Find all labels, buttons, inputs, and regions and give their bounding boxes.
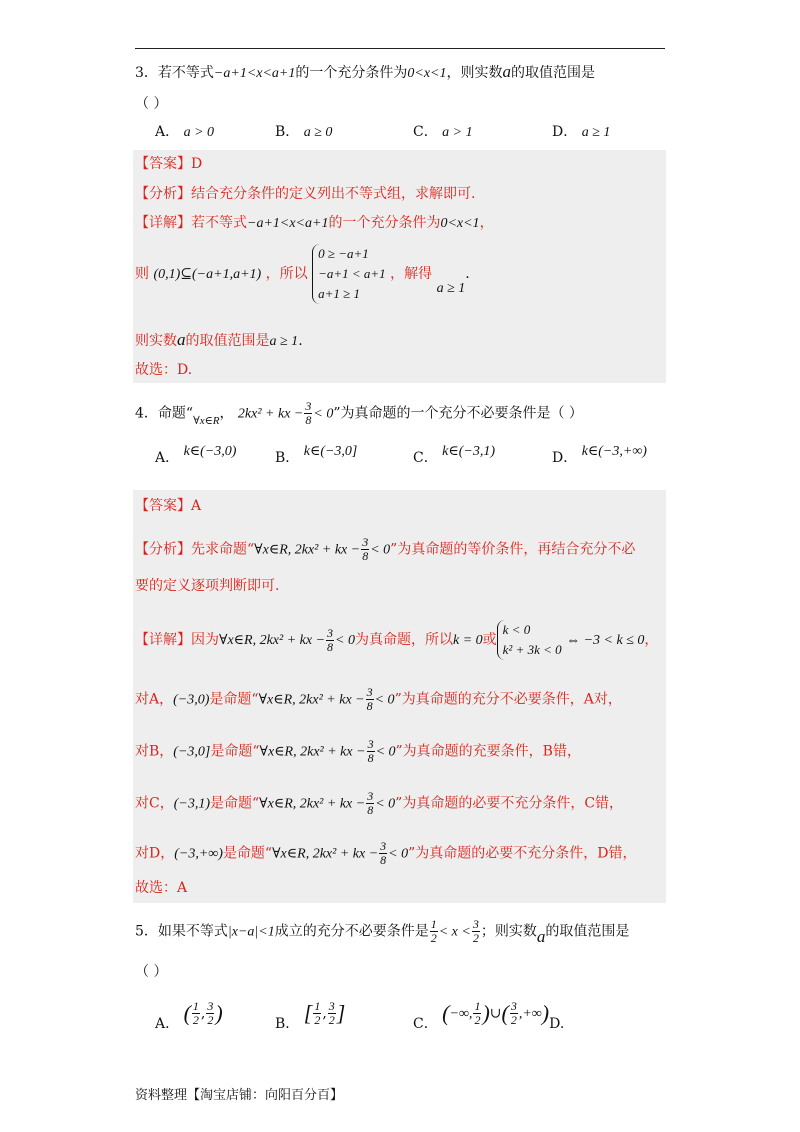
q5-b-frac1: $\frac{1}{2}$ (314, 999, 321, 1027)
q4-item-c: 对C，(−3,1)是命题“∀x∈R, 2kx² + kx − $\frac{3}{8}$ < 0”为真命题的必要不充分条件，C错， (135, 789, 624, 817)
q4-option-d[interactable]: D． k∈(−3,+∞) (552, 444, 647, 466)
q3-option-b[interactable]: B． a ≥ 0 (275, 124, 333, 140)
q4-item-d: 对D，(−3,+∞)是命题“∀x∈R, 2kx² + kx − $\frac{3}{8}$ < 0”为真命题的必要不充分条件，D错， (135, 839, 637, 867)
q3-option-a[interactable]: A． a > 0 (155, 124, 215, 140)
q3-option-c[interactable]: C． a > 1 (413, 124, 473, 140)
q3-paren: （ ） (135, 96, 168, 112)
q5-fraction-three-halves: $\frac{3}{2}$ (472, 917, 479, 945)
q4-option-a[interactable]: A． k∈(−3,0) (155, 444, 237, 466)
q4-analysis: 【分析】先求命题“∀x∈R, 2kx² + kx − $\frac{3}{8}$ < 0”为真命题的等价条件，再结合充分不必 (135, 535, 636, 563)
q4-item-d-fraction: $\frac{3}{8}$ (380, 839, 387, 867)
q3-answer: 【答案】D (135, 156, 203, 172)
q3-detail: 【详解】若不等式−a+1<x<a+1的一个充分条件为0<x<1， (135, 215, 494, 231)
q3-stem: 3．若不等式−a+1<x<a+1的一个充分条件为0<x<1，则实数a的取值范围是 (135, 62, 595, 81)
q5-option-b[interactable]: B． [ $\frac{1}{2}$ , $\frac{3}{2}$ ] (275, 999, 346, 1032)
q4-option-c[interactable]: C． k∈(−3,1) (413, 444, 496, 466)
q3-inequality-system: 0 ≥ −a+1 −a+1 < a+1 a+1 ≥ 1 (312, 244, 386, 304)
q5-fraction-half: $\frac{1}{2}$ (430, 917, 437, 945)
footer-text: 资料整理【淘宝店铺：向阳百分百】 (135, 1088, 344, 1103)
q4-stem: 4．命题“$_{\forall x\in R}$， 2kx² + kx − $\frac{3}{8}$ < 0”为真命题的一个充分不必要条件是（ ） (135, 399, 583, 427)
q4-analysis-fraction: $\frac{3}{8}$ (362, 535, 369, 563)
q4-inequality-system: k < 0 k² + 3k < 0 (497, 620, 562, 660)
q4-detail: 【详解】因为∀x∈R, 2kx² + kx − $\frac{3}{8}$ < 0为真命题，所以k = 0或 k < 0 k² + 3k < 0 ⇔ −3 < k ≤ 0， (135, 620, 658, 660)
q5-paren: （ ） (135, 964, 168, 980)
q3-solution-box (133, 150, 666, 383)
q4-analysis-cont: 要的定义逐项判断即可. (135, 578, 280, 594)
q4-item-a-fraction: $\frac{3}{8}$ (366, 685, 373, 713)
q5-option-c[interactable]: C． (−∞, $\frac{1}{2}$ )∪( $\frac{3}{2}$ ,+∞)D. (413, 999, 565, 1032)
q4-item-b-fraction: $\frac{3}{8}$ (367, 737, 374, 765)
q3-choose: 故选：D. (135, 362, 193, 378)
header-rule (135, 48, 665, 49)
q5-a-frac2: $\frac{3}{2}$ (207, 999, 214, 1027)
q4-item-c-fraction: $\frac{3}{8}$ (367, 789, 374, 817)
q5-c-frac1: $\frac{1}{2}$ (474, 999, 481, 1027)
q4-item-a: 对A，(−3,0)是命题“∀x∈R, 2kx² + kx − $\frac{3}{8}$ < 0”为真命题的充分不必要条件，A对， (135, 685, 622, 713)
q3-range: 则实数a的取值范围是a ≥ 1. (135, 330, 303, 349)
q5-option-a[interactable]: A． ( $\frac{1}{2}$ , $\frac{3}{2}$ ) (155, 999, 223, 1032)
q4-detail-fraction: $\frac{3}{8}$ (327, 625, 334, 654)
q5-c-frac2: $\frac{3}{2}$ (510, 999, 517, 1027)
q3-system-line: 则 (0,1)⊆(−a+1,a+1) ，所以 0 ≥ −a+1 −a+1 < a+1 a+1 ≥ 1 ，解得 a ≥ 1. (135, 244, 470, 304)
q4-solution-box (133, 490, 666, 903)
q4-option-b[interactable]: B． k∈(−3,0] (275, 444, 358, 466)
q4-fraction: $\frac{3}{8}$ (305, 399, 312, 427)
q5-b-frac2: $\frac{3}{2}$ (328, 999, 335, 1027)
q4-answer: 【答案】A (135, 498, 202, 514)
q4-item-b: 对B，(−3,0]是命题“∀x∈R, 2kx² + kx − $\frac{3}{8}$ < 0”为真命题的充要条件，B错， (135, 737, 581, 765)
q3-option-d[interactable]: D． a ≥ 1 (552, 124, 611, 140)
q4-choose: 故选：A (135, 880, 188, 896)
q3-analysis: 【分析】结合充分条件的定义列出不等式组，求解即可. (135, 186, 476, 202)
q5-a-frac1: $\frac{1}{2}$ (192, 999, 199, 1027)
q5-stem: 5．如果不等式|x−a|<1成立的充分不必要条件是 $\frac{1}{2}$ < x < $\frac{3}{2}$ ；则实数a的取值范围是 (135, 917, 630, 946)
